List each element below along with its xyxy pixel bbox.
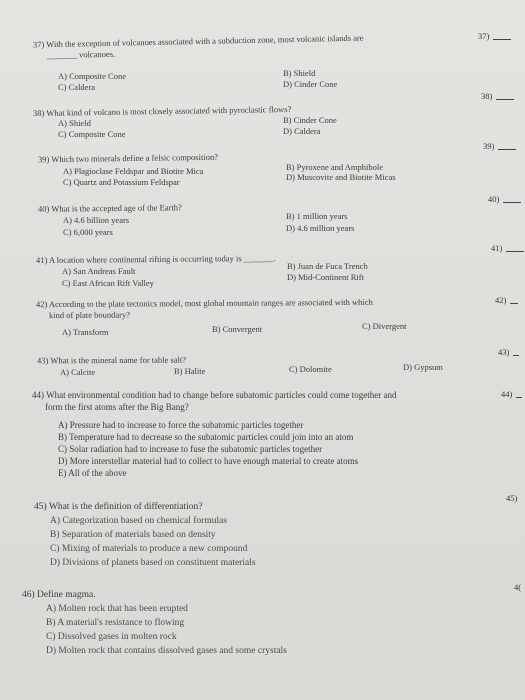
answer-label: 41) [491, 243, 503, 253]
option-c[interactable]: C) East African Rift Valley [62, 278, 154, 288]
option-c[interactable]: C) Divergent [362, 321, 407, 331]
option-b[interactable]: B) Temperature had to decrease so the subatomic particles could join into an atom [58, 432, 354, 442]
option-a[interactable]: A) 4.6 billion years [63, 215, 130, 225]
question-stem: 39) Which two minerals define a felsic composition? [37, 151, 219, 165]
answer-blank-45[interactable] [506, 493, 517, 504]
question-stem: 45) What is the definition of differentiation? [34, 502, 203, 512]
option-b[interactable]: B) Pyroxene and Amphibole [286, 162, 384, 172]
question-stem: 37) With the exception of volcanoes associated with a subduction zone, most volcanic islands are [32, 32, 364, 50]
option-b[interactable]: B) A material's resistance to flowing [46, 618, 185, 628]
question-stem: 44) What environmental condition had to change before subatomic particles could come together and [32, 390, 397, 400]
option-e[interactable]: E) All of the above [58, 468, 127, 478]
question-38 [33, 104, 291, 119]
option-b[interactable]: B) Cinder Cone [283, 115, 337, 125]
option-c[interactable]: C) 6,000 years [63, 227, 113, 237]
question-40 [38, 202, 182, 215]
question-stem-continued: _______ volcanoes. [47, 48, 116, 61]
option-b[interactable]: B) Convergent [212, 324, 263, 334]
question-43 [37, 355, 186, 367]
answer-blank-39[interactable] [483, 141, 516, 152]
question-46 [22, 589, 96, 602]
answer-label: 38) [481, 91, 493, 101]
answer-label: 39) [483, 141, 495, 151]
answer-label: 4( [514, 582, 522, 592]
option-a[interactable]: A) San Andreas Fault [62, 266, 136, 276]
answer-label: 45) [506, 493, 518, 503]
option-a[interactable]: A) Molten rock that has been erupted [46, 604, 188, 614]
question-44 [32, 389, 396, 413]
question-45 [34, 501, 203, 514]
option-c[interactable]: C) Dolomite [289, 364, 332, 374]
answer-blank-42[interactable] [495, 295, 518, 306]
option-c[interactable]: C) Mixing of materials to produce a new compound [50, 544, 248, 554]
option-d[interactable]: D) Mid-Continent Rift [287, 272, 364, 282]
option-d[interactable]: D) More interstellar material had to collect to have enough material to create atoms [58, 456, 359, 466]
option-a[interactable]: A) Transform [62, 327, 109, 337]
option-b[interactable]: B) Separation of materials based on density [50, 530, 216, 540]
option-c[interactable]: C) Caldera [58, 82, 96, 92]
option-c[interactable]: C) Dissolved gases in molten rock [46, 632, 177, 642]
option-b[interactable]: B) 1 million years [286, 211, 348, 221]
option-a[interactable]: A) Pressure had to increase to force the subatomic particles together [58, 420, 304, 430]
question-stem: 40) What is the accepted age of the Earth? [37, 202, 182, 214]
answer-blank-38[interactable] [481, 91, 514, 102]
option-d[interactable]: D) 4.6 million years [286, 223, 355, 233]
answer-blank-41[interactable] [491, 243, 524, 254]
answer-blank-40[interactable] [488, 194, 521, 205]
question-stem: 46) Define magma. [22, 590, 96, 600]
question-stem: 41) A location where continental rifting is occurring today is _______. [35, 252, 276, 266]
option-a[interactable]: A) Shield [58, 118, 91, 128]
answer-blank-46[interactable] [514, 582, 521, 593]
answer-blank-37[interactable] [478, 31, 511, 42]
option-b[interactable]: B) Shield [283, 68, 316, 78]
option-c[interactable]: C) Quartz and Potassium Feldspar [63, 177, 180, 187]
answer-label: 42) [495, 295, 507, 305]
answer-label: 43) [498, 347, 510, 357]
option-c[interactable]: C) Composite Cone [58, 129, 126, 139]
option-a[interactable]: A) Composite Cone [58, 71, 126, 81]
option-d[interactable]: D) Divisions of planets based on constituent materials [50, 558, 256, 568]
option-d[interactable]: D) Caldera [283, 126, 321, 136]
question-42 [36, 297, 373, 321]
answer-label: 37) [478, 31, 490, 41]
option-b[interactable]: B) Juan de Fuca Trench [287, 261, 368, 271]
option-d[interactable]: D) Molten rock that contains dissolved gases and some crystals [46, 646, 287, 656]
answer-blank-43[interactable] [498, 347, 519, 358]
question-stem-continued: kind of plate boundary? [49, 309, 131, 321]
option-d[interactable]: D) Muscovite and Biotite Micas [286, 172, 396, 182]
question-stem: 43) What is the mineral name for table salt? [36, 354, 187, 366]
question-39 [38, 152, 218, 166]
answer-label: 44) [501, 389, 513, 399]
option-d[interactable]: D) Cinder Cone [283, 79, 338, 89]
answer-blank-44[interactable] [501, 389, 522, 400]
option-a[interactable]: A) Calcite [60, 367, 96, 377]
answer-label: 40) [488, 194, 500, 204]
option-c[interactable]: C) Solar radiation had to increase to fuse the subatomic particles together [58, 444, 323, 454]
question-stem: 42) According to the plate tectonics model, most global mountain ranges are associated with which [35, 296, 373, 310]
question-37 [33, 33, 364, 62]
option-a[interactable]: A) Plagioclase Feldspar and Biotite Mica [63, 166, 204, 176]
option-a[interactable]: A) Categorization based on chemical formulas [50, 516, 228, 526]
option-d[interactable]: D) Gypsum [403, 362, 443, 372]
question-stem-continued: form the first atoms after the Big Bang? [45, 402, 189, 412]
question-41 [36, 253, 276, 266]
option-b[interactable]: B) Halite [174, 366, 206, 376]
question-stem: 38) What kind of volcano is most closely associated with pyroclastic flows? [32, 103, 292, 119]
